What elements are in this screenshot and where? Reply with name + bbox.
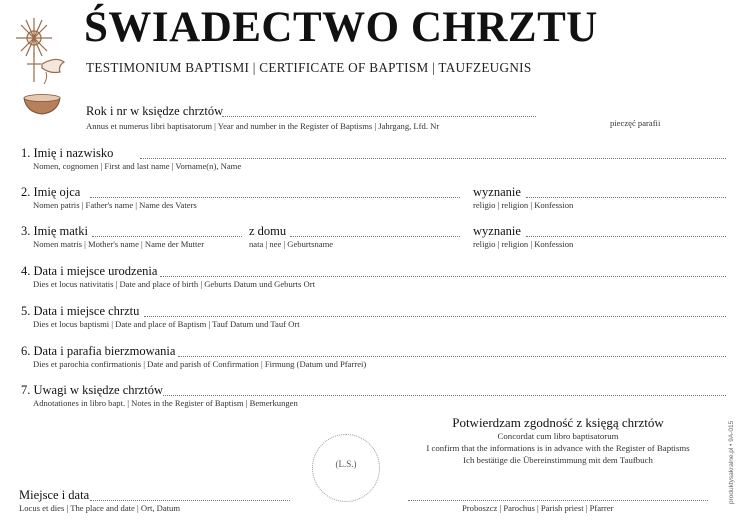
mother-religion-label: wyznanie	[473, 224, 521, 238]
confirmation-field[interactable]	[178, 356, 726, 357]
notes-field[interactable]	[163, 395, 726, 396]
father-religion-sublabel: religio | religion | Konfession	[473, 200, 574, 210]
seal-placeholder	[312, 434, 380, 502]
name-field[interactable]	[140, 158, 726, 159]
confirm-line-1: Concordat cum libro baptisatorum	[497, 431, 619, 441]
confirm-title: Potwierdzam zgodność z księgą chrztów	[452, 415, 664, 430]
birth-sublabel: Dies et locus nativitatis | Date and place of birth | Geburts Datum und Geburts Ort	[33, 279, 315, 289]
father-religion-label: wyznanie	[473, 185, 521, 199]
confirmation-label: 6. Data i parafia bierzmowania	[21, 344, 176, 358]
document-title: ŚWIADECTWO CHRZTU	[84, 4, 598, 51]
father-sublabel: Nomen patris | Father's name | Name des Vaters	[33, 200, 197, 210]
signature-label: Proboszcz | Parochus | Parish priest | Pfarrer	[462, 503, 614, 513]
maiden-name-field[interactable]	[290, 236, 460, 237]
name-sublabel: Nomen, cognomen | First and last name | Vorname(n), Name	[33, 161, 242, 171]
baptism-field[interactable]	[144, 316, 726, 317]
father-religion-field[interactable]	[526, 197, 726, 198]
mother-field[interactable]	[92, 236, 242, 237]
birth-label: 4. Data i miejsce urodzenia	[21, 264, 158, 278]
mother-religion-field[interactable]	[526, 236, 726, 237]
place-date-sublabel: Locus et dies | The place and date | Ort, Datum	[19, 503, 181, 513]
confirm-line-3: Ich bestätige die Übereinstimmung mit dem Taufbuch	[463, 455, 653, 465]
father-field[interactable]	[90, 197, 460, 198]
maiden-name-sublabel: nata | nee | Geburtsname	[249, 239, 334, 249]
seal-text: (L.S.)	[335, 459, 357, 469]
confirmation-sublabel: Dies et parochia confirmationis | Date and parish of Confirmation | Firmung (Datum und Pfarrei)	[33, 359, 367, 369]
place-date-field[interactable]	[90, 500, 290, 501]
baptism-label: 5. Data i miejsce chrztu	[21, 304, 140, 318]
parish-stamp-label: pieczęć parafii	[610, 118, 661, 128]
notes-sublabel: Adnotationes in libro bapt. | Notes in the Register of Baptism | Bemerkungen	[33, 398, 298, 408]
register-label: Rok i nr w księdze chrztów	[86, 104, 224, 118]
document-subtitle: TESTIMONIUM BAPTISMI | CERTIFICATE OF BAPTISM | TAUFZEUGNIS	[86, 60, 532, 75]
publisher-side-text: produktysakralne.pl • 9A-015	[728, 420, 735, 504]
mother-religion-sublabel: religio | religion | Konfession	[473, 239, 574, 249]
signature-field[interactable]	[408, 500, 708, 501]
place-date-label: Miejsce i data	[19, 488, 90, 502]
birth-field[interactable]	[160, 276, 726, 277]
notes-label: 7. Uwagi w księdze chrztów	[21, 383, 163, 397]
confirm-line-2: I confirm that the informations is in advance with the Register of Baptisms	[426, 443, 690, 453]
name-label: 1. Imię i nazwisko	[21, 146, 114, 160]
baptism-emblem-icon	[12, 12, 74, 116]
register-sublabel: Annus et numerus libri baptisatorum | Year and number in the Register of Baptisms | Jahrgang, Lfd. Nr	[86, 121, 440, 131]
mother-label: 3. Imię matki	[21, 224, 88, 238]
maiden-name-label: z domu	[249, 224, 287, 238]
baptism-sublabel: Dies et locus baptismi | Date and place of Baptism | Tauf Datum und Tauf Ort	[33, 319, 300, 329]
register-field[interactable]	[222, 116, 536, 117]
father-label: 2. Imię ojca	[21, 185, 81, 199]
mother-sublabel: Nomen matris | Mother's name | Name der Mutter	[33, 239, 205, 249]
